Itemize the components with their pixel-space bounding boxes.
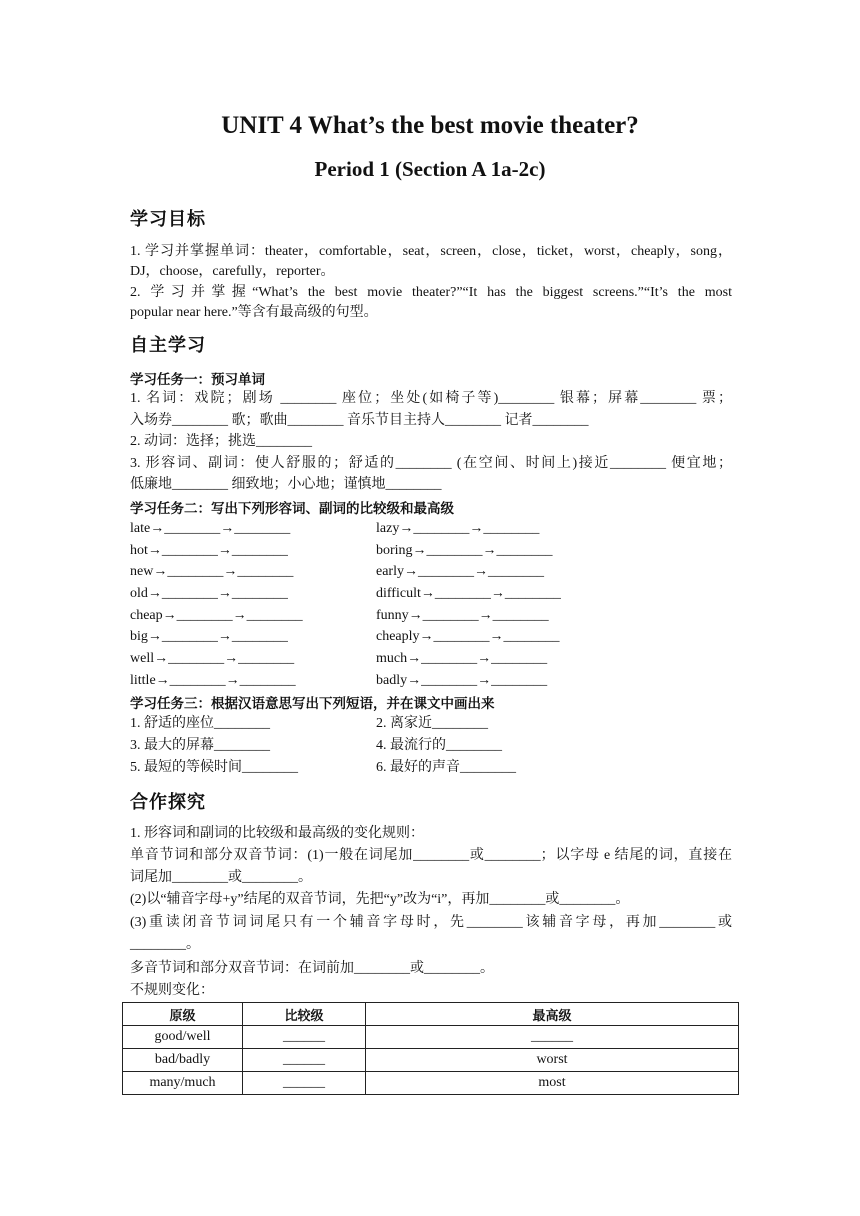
coop-line: (2)以“辅音字母+y”结尾的双音节词，先把“y”改为“i”，再加________或________。 — [130, 892, 630, 907]
task2-heading: 学习任务二：写出下列形容词、副词的比较级和最高级 — [130, 501, 454, 517]
coop-line: 1. 形容词和副词的比较级和最高级的变化规则： — [130, 826, 424, 841]
task1-line: 低廉地________ 细致地；小心地；谨慎地________ — [130, 477, 442, 492]
table-header: 原级 — [123, 1003, 243, 1026]
task2-item: boring→________→________ — [376, 543, 553, 558]
task2-item: well→________→________ — [130, 651, 295, 666]
task1-heading: 学习任务一：预习单词 — [130, 372, 265, 388]
page-subtitle: Period 1 (Section A 1a-2c) — [314, 157, 546, 181]
table-header-row — [123, 1003, 739, 1026]
task2-item: cheap→________→________ — [130, 608, 303, 623]
task1-line: 1. 名词：戏院；剧场 ________ 座位；坐处(如椅子等)________ 银幕；屏幕________ 票； — [130, 391, 732, 406]
task3-item: 5. 最短的等候时间________ — [130, 760, 298, 775]
table-header: 最高级 — [366, 1003, 739, 1026]
task3-item: 3. 最大的屏幕________ — [130, 738, 270, 753]
task2-item: old→________→________ — [130, 586, 288, 601]
coop-line: (3)重读闭音节词词尾只有一个辅音字母时，先________该辅音字母，再加________或 — [130, 915, 732, 930]
task2-item: early→________→________ — [376, 564, 544, 579]
task2-item: late→________→________ — [130, 521, 291, 536]
task2-item: badly→________→________ — [376, 673, 548, 688]
task2-item: cheaply→________→________ — [376, 629, 560, 644]
coop-line: 多音节词和部分双音节词：在词前加________或________。 — [130, 961, 494, 976]
table-cell: ______ — [243, 1026, 366, 1049]
task1-line: 入场券________ 歌；歌曲________ 音乐节目主持人________ 记者________ — [130, 413, 589, 428]
task3-item: 4. 最流行的________ — [376, 738, 502, 753]
table-row — [123, 1072, 739, 1095]
task2-item: much→________→________ — [376, 651, 548, 666]
task1-line: 3. 形容词、副词：使人舒服的；舒适的________ (在空间、时间上)接近________ 便宜地； — [130, 456, 732, 471]
task1-line: 2. 动词：选择；挑选________ — [130, 434, 312, 449]
goals-line: 2. 学习并掌握“What’s the best movie theater?”“It has the biggest screens.”“It’s the most — [130, 285, 732, 300]
table-cell: many/much — [123, 1072, 243, 1095]
task2-item: lazy→________→________ — [376, 521, 540, 536]
section-heading-coop: 合作探究 — [130, 792, 206, 813]
table-cell: ______ — [243, 1049, 366, 1072]
coop-line: 词尾加________或________。 — [130, 870, 312, 885]
section-heading-goals: 学习目标 — [130, 209, 206, 230]
table-cell: bad/badly — [123, 1049, 243, 1072]
section-heading-self-study: 自主学习 — [130, 335, 206, 356]
task2-item: hot→________→________ — [130, 543, 288, 558]
table-cell: good/well — [123, 1026, 243, 1049]
coop-line: ________。 — [130, 937, 200, 952]
task3-item: 6. 最好的声音________ — [376, 760, 516, 775]
task3-item: 1. 舒适的座位________ — [130, 716, 270, 731]
goals-line: DJ，choose，carefully，reporter。 — [130, 264, 335, 279]
page-title: UNIT 4 What’s the best movie theater? — [221, 112, 639, 139]
task2-item: little→________→________ — [130, 673, 296, 688]
task3-heading: 学习任务三：根据汉语意思写出下列短语，并在课文中画出来 — [130, 696, 495, 712]
table-header: 比较级 — [243, 1003, 366, 1026]
task2-item: funny→________→________ — [376, 608, 549, 623]
table-cell: ______ — [243, 1072, 366, 1095]
table-row — [123, 1049, 739, 1072]
task2-item: new→________→________ — [130, 564, 294, 579]
irregular-forms-table — [122, 1002, 739, 1095]
coop-line: 不规则变化： — [130, 983, 214, 998]
task3-item: 2. 离家近________ — [376, 716, 488, 731]
coop-line: 单音节词和部分双音节词：(1)一般在词尾加________或________；以字母 e 结尾的词，直接在 — [130, 848, 732, 863]
goals-line: 1. 学习并掌握单词：theater，comfortable，seat，screen，close，ticket，worst，cheaply，song， — [130, 244, 732, 259]
task2-item: big→________→________ — [130, 629, 288, 644]
table-row — [123, 1026, 739, 1049]
table-cell: ______ — [366, 1026, 739, 1049]
table-cell: most — [366, 1072, 739, 1095]
task2-item: difficult→________→________ — [376, 586, 561, 601]
table-cell: worst — [366, 1049, 739, 1072]
goals-line: popular near here.”等含有最高级的句型。 — [130, 305, 378, 320]
